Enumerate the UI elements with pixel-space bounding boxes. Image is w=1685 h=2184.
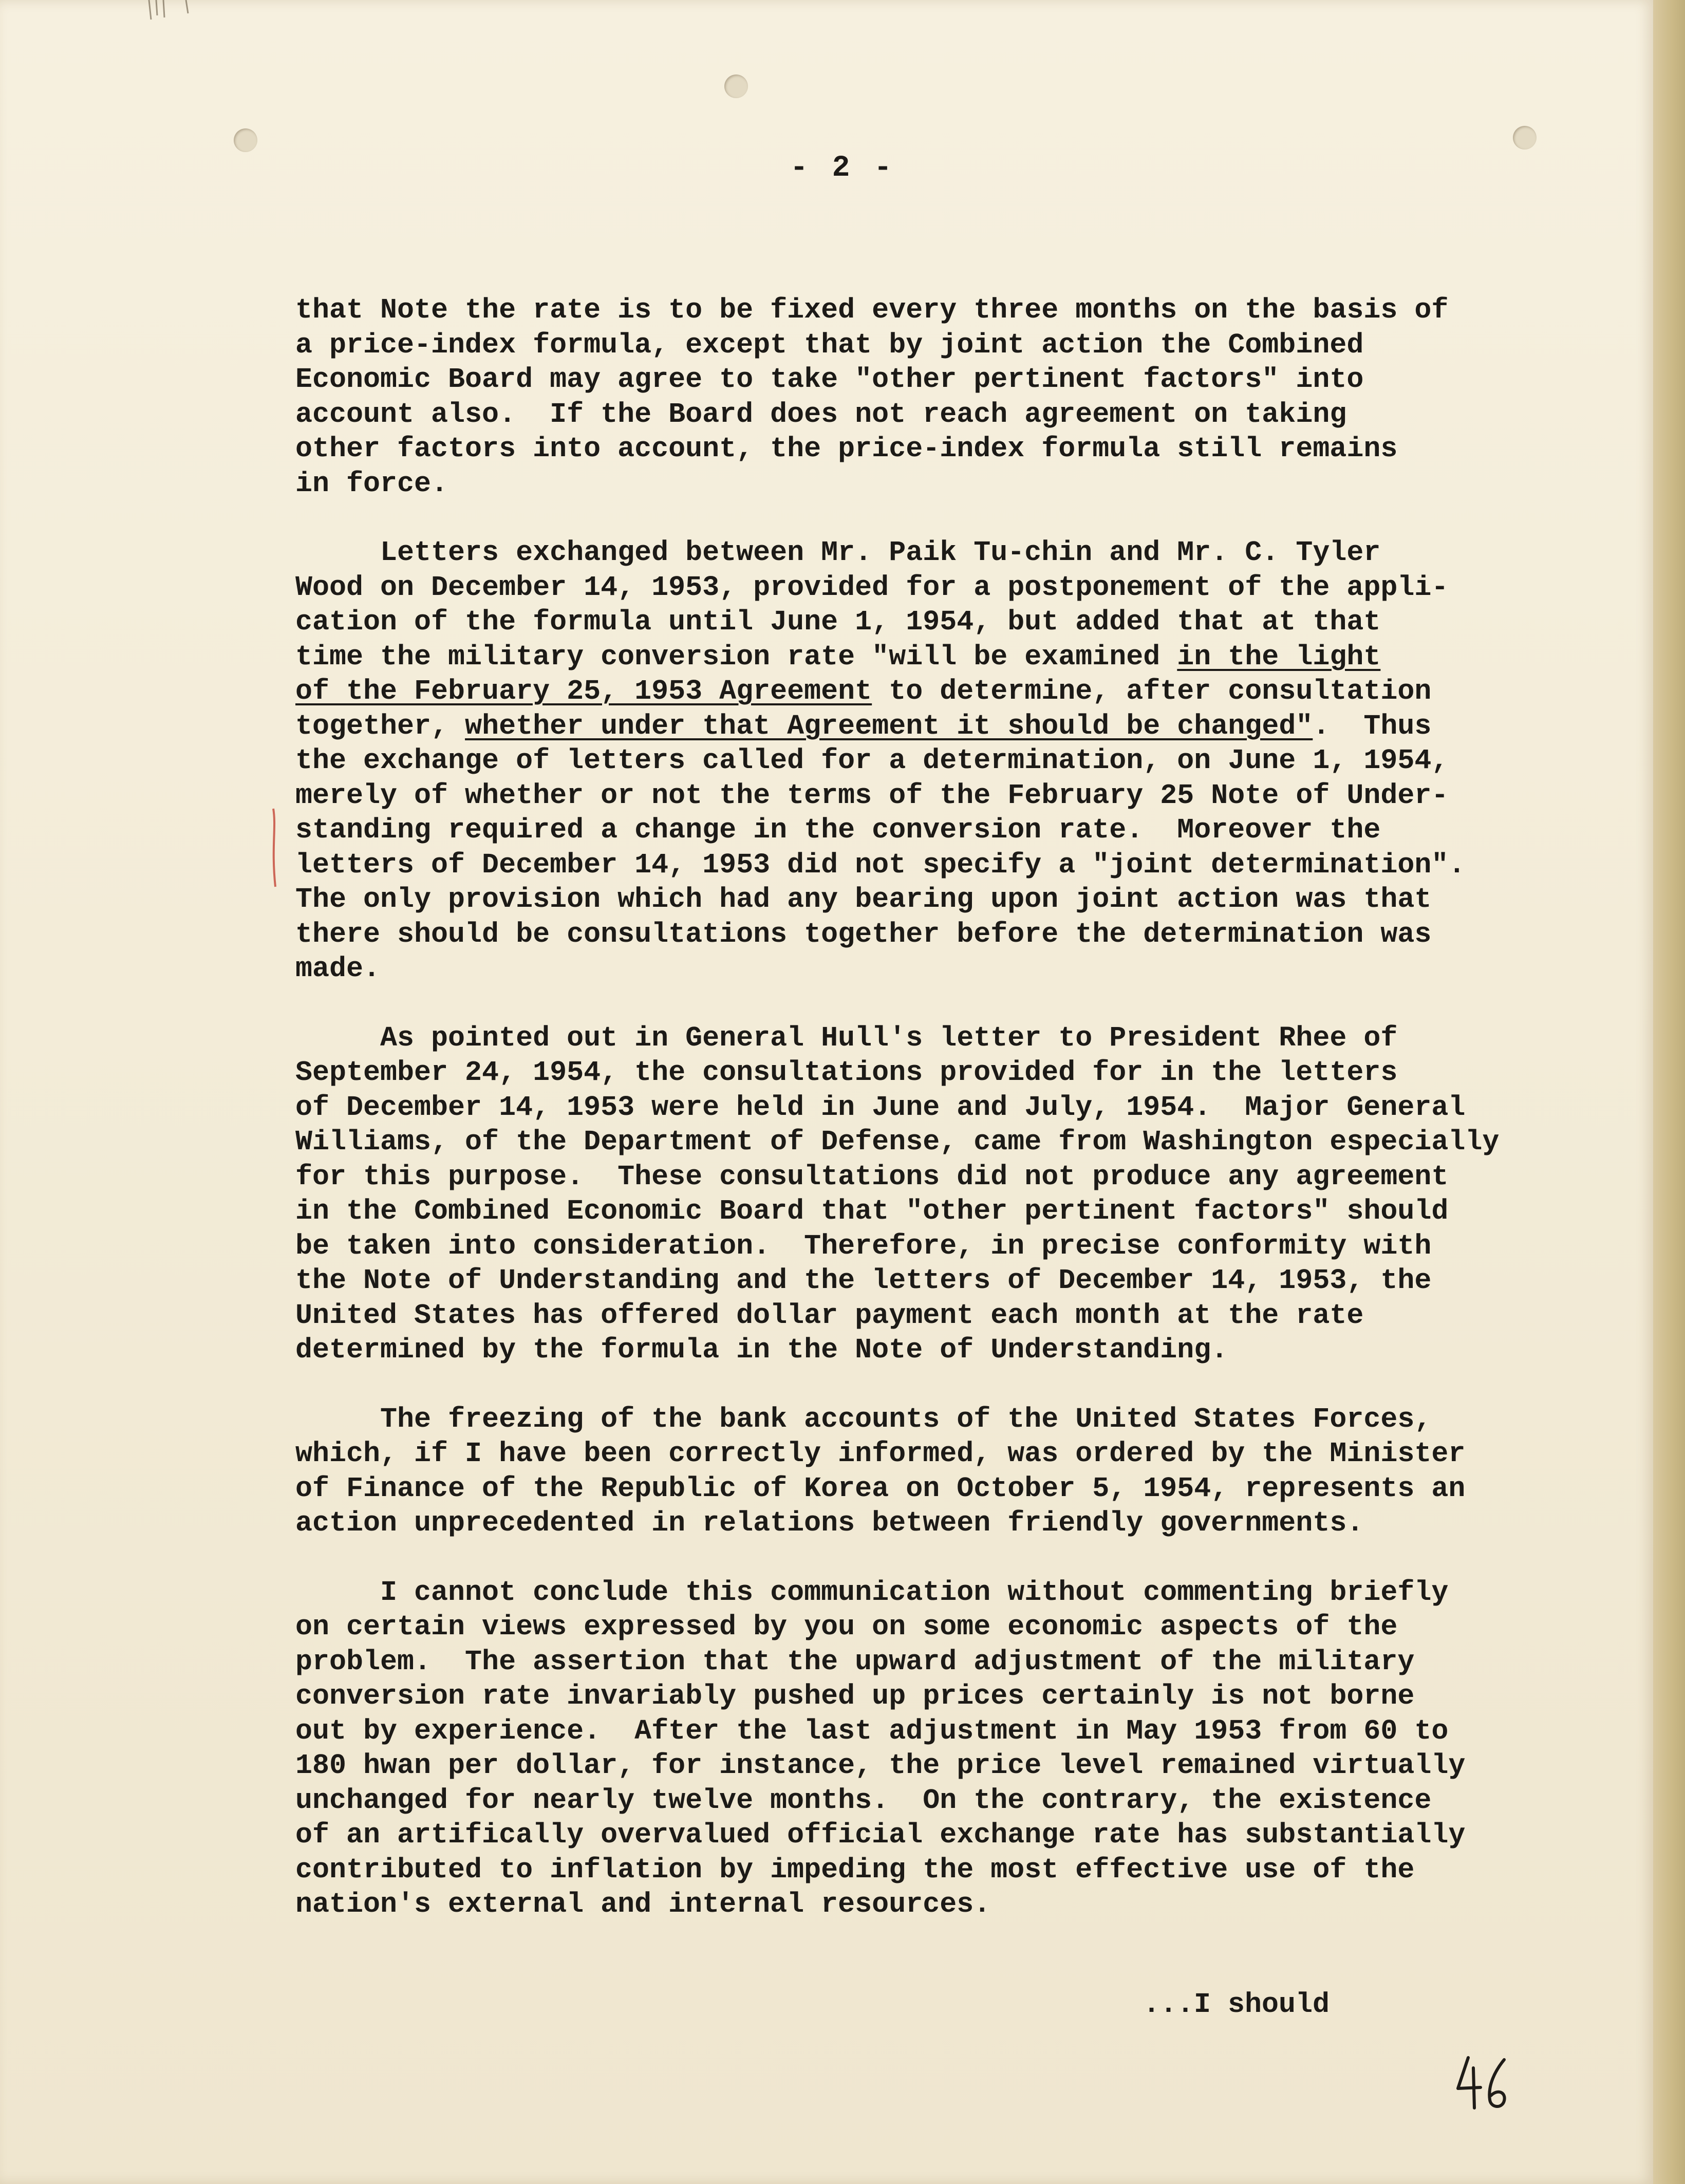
text-run: out by experience. After the last adjustment in May 1953 from 60 to: [295, 1714, 1449, 1747]
text-line: [295, 1679, 1549, 1714]
edge-marks: [139, 0, 216, 26]
text-run: As pointed out in General Hull's letter to President Rhee of: [295, 1021, 1398, 1054]
text-line: [295, 882, 1549, 917]
text-line: [295, 1402, 1549, 1437]
text-line: [295, 397, 1549, 432]
text-run: standing required a change in the conversion rate. Moreover the: [295, 814, 1381, 846]
text-run: that Note the rate is to be fixed every three months on the basis of: [295, 294, 1449, 326]
text-line: [295, 813, 1549, 848]
text-run: which, if I have been correctly informed, was ordered by the Minister: [295, 1438, 1466, 1470]
text-line: [295, 605, 1549, 640]
text-run: there should be consultations together before the determination was: [295, 918, 1432, 950]
text-run: . Thus: [1313, 710, 1432, 742]
text-line: [295, 1436, 1549, 1471]
text-run: 180 hwan per dollar, for instance, the price level remained virtually: [295, 1749, 1466, 1782]
text-line: [295, 362, 1549, 397]
text-run: the Note of Understanding and the letters of December 14, 1953, the: [295, 1264, 1432, 1297]
text-line: [295, 1471, 1549, 1506]
text-line: [295, 743, 1549, 778]
text-run: the exchange of letters called for a determination, on June 1, 1954,: [295, 744, 1449, 777]
text-run: The freezing of the bank accounts of the United States Forces,: [295, 1403, 1432, 1435]
text-line: [295, 1853, 1549, 1888]
text-line: [295, 1229, 1549, 1264]
text-line: [295, 570, 1549, 605]
text-run: account also. If the Board does not reach agreement on taking: [295, 398, 1347, 431]
text-line: [295, 328, 1549, 363]
text-run: in force.: [295, 467, 448, 500]
text-line: [295, 1021, 1549, 1056]
text-line: [295, 951, 1549, 986]
text-run: of Finance of the Republic of Korea on October 5, 1954, represents an: [295, 1472, 1466, 1505]
text-line: [295, 1263, 1549, 1298]
text-line: [295, 917, 1549, 952]
text-run: September 24, 1954, the consultations provided for in the letters: [295, 1056, 1398, 1089]
text-line: [295, 432, 1549, 466]
text-line: [295, 1090, 1549, 1125]
text-run: conversion rate invariably pushed up prices certainly is not borne: [295, 1680, 1415, 1712]
text-run: a price-index formula, except that by joint action the Combined: [295, 328, 1364, 361]
handwritten-page-number: [1454, 2052, 1510, 2114]
text-line: [295, 1818, 1549, 1853]
text-run: problem. The assertion that the upward adjustment of the military: [295, 1645, 1415, 1678]
paragraph: [295, 1021, 1549, 1368]
text-line: [295, 293, 1549, 328]
text-run: made.: [295, 953, 381, 985]
text-run: contributed to inflation by impeding the most effective use of the: [295, 1853, 1415, 1886]
text-run: of December 14, 1953 were held in June and July, 1954. Major General: [295, 1091, 1466, 1124]
text-line: [295, 1645, 1549, 1679]
text-run: other factors into account, the price-index formula still remains: [295, 433, 1398, 465]
text-run: The only provision which had any bearing upon joint action was that: [295, 883, 1432, 916]
text-line: [295, 466, 1549, 501]
paragraph: [295, 293, 1549, 501]
text-run: Economic Board may agree to take "other pertinent factors" into: [295, 363, 1364, 396]
text-run: in the Combined Economic Board that "other pertinent factors" should: [295, 1195, 1449, 1227]
text-run: on certain views expressed by you on some economic aspects of the: [295, 1611, 1398, 1643]
text-line: [295, 535, 1549, 570]
text-line: [295, 674, 1549, 709]
text-run: together,: [295, 710, 465, 742]
underlined-text: of the February 25, 1953 Agreement: [295, 675, 872, 707]
margin-mark: [267, 807, 283, 889]
page-edge: [1653, 0, 1685, 2184]
text-line: [295, 1194, 1549, 1229]
text-line: [295, 848, 1549, 883]
text-run: I cannot conclude this communication without commenting briefly: [295, 1576, 1449, 1609]
punch-hole: [724, 74, 748, 98]
text-line: [295, 1333, 1549, 1368]
text-line: [295, 1748, 1549, 1783]
text-run: cation of the formula until June 1, 1954, but added that at that: [295, 606, 1381, 638]
closing-continuation: ...I should: [1143, 1988, 1330, 2021]
text-run: to determine, after consultation: [872, 675, 1432, 707]
page-number: - 2 -: [790, 152, 895, 185]
text-run: Letters exchanged between Mr. Paik Tu-chin and Mr. C. Tyler: [295, 536, 1381, 569]
text-run: nation's external and internal resources.: [295, 1888, 991, 1920]
text-line: [295, 1575, 1549, 1610]
text-run: determined by the formula in the Note of Understanding.: [295, 1334, 1228, 1366]
text-line: [295, 1298, 1549, 1333]
text-line: [295, 778, 1549, 813]
paragraph: [295, 535, 1549, 986]
text-run: of an artifically overvalued official exchange rate has substantially: [295, 1819, 1466, 1851]
text-line: [295, 640, 1549, 675]
letter-body: [295, 293, 1549, 1956]
paragraph: [295, 1402, 1549, 1541]
text-line: [295, 1506, 1549, 1541]
text-run: be taken into consideration. Therefore, in precise conformity with: [295, 1229, 1432, 1262]
underlined-text: whether under that Agreement it should be changed": [465, 710, 1313, 742]
text-run: time the military conversion rate "will be examined: [295, 640, 1177, 673]
punch-hole: [234, 128, 257, 152]
text-run: action unprecedented in relations between friendly governments.: [295, 1507, 1364, 1539]
text-line: [295, 1125, 1549, 1160]
text-line: [295, 1783, 1549, 1818]
text-line: [295, 1055, 1549, 1090]
punch-hole: [1513, 126, 1537, 150]
text-line: [295, 1714, 1549, 1749]
text-run: letters of December 14, 1953 did not specify a "joint determination".: [295, 848, 1466, 881]
text-run: merely of whether or not the terms of the February 25 Note of Under-: [295, 779, 1449, 812]
text-line: [295, 1160, 1549, 1194]
text-run: Wood on December 14, 1953, provided for a postponement of the appli-: [295, 571, 1449, 604]
underlined-text: in the light: [1177, 640, 1381, 673]
text-run: United States has offered dollar payment each month at the rate: [295, 1299, 1364, 1332]
text-run: unchanged for nearly twelve months. On the contrary, the existence: [295, 1784, 1432, 1817]
text-run: for this purpose. These consultations did not produce any agreement: [295, 1160, 1449, 1193]
text-line: [295, 1887, 1549, 1922]
text-run: Williams, of the Department of Defense, came from Washington especially: [295, 1126, 1500, 1158]
text-line: [295, 709, 1549, 744]
text-line: [295, 1610, 1549, 1645]
paragraph: [295, 1575, 1549, 1922]
